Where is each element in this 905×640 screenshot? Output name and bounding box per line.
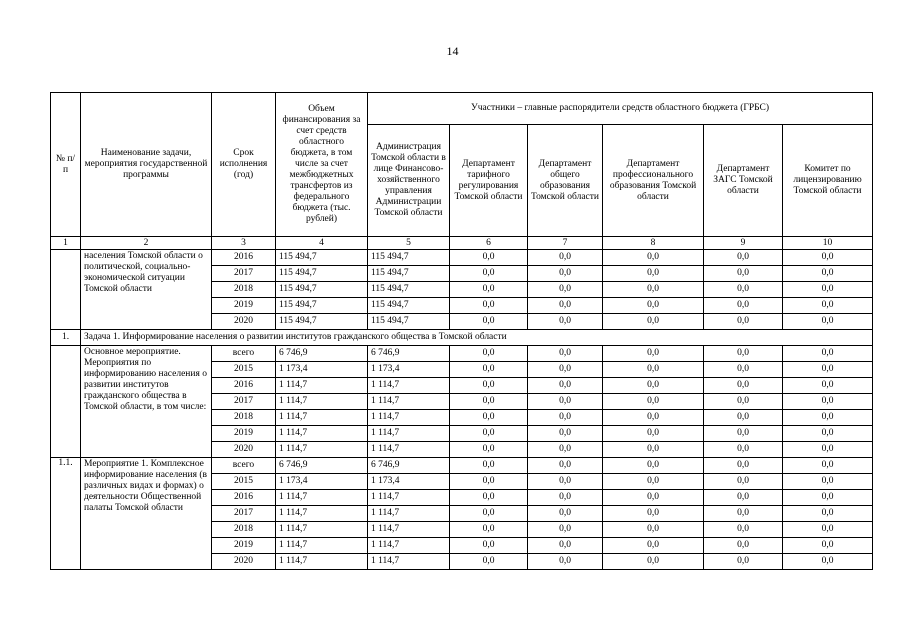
row-name: населения Томской области о политической, социально-экономической ситуации Томской области xyxy=(81,250,212,330)
header-participant: Комитет по лицензированию Томской области xyxy=(783,125,873,237)
financing-table xyxy=(50,92,873,570)
value-cell: 0,0 xyxy=(603,410,704,426)
total-cell: 1 173,4 xyxy=(276,362,368,378)
value-cell: 0,0 xyxy=(450,474,528,490)
value-cell: 6 746,9 xyxy=(368,458,450,474)
header-num: № п/п xyxy=(51,93,81,237)
value-cell: 0,0 xyxy=(704,378,783,394)
value-cell: 0,0 xyxy=(783,266,873,282)
value-cell: 0,0 xyxy=(603,506,704,522)
value-cell: 0,0 xyxy=(783,362,873,378)
value-cell: 6 746,9 xyxy=(368,346,450,362)
value-cell: 0,0 xyxy=(528,506,603,522)
value-cell: 0,0 xyxy=(528,410,603,426)
value-cell: 0,0 xyxy=(704,266,783,282)
value-cell: 0,0 xyxy=(603,346,704,362)
value-cell: 1 114,7 xyxy=(368,378,450,394)
value-cell: 0,0 xyxy=(603,298,704,314)
value-cell: 1 173,4 xyxy=(368,362,450,378)
value-cell: 0,0 xyxy=(528,554,603,570)
header-term: Срок исполнения (год) xyxy=(212,93,276,237)
value-cell: 0,0 xyxy=(450,538,528,554)
value-cell: 0,0 xyxy=(704,474,783,490)
header-name: Наименование задачи, мероприятия государственной программы xyxy=(81,93,212,237)
value-cell: 115 494,7 xyxy=(368,298,450,314)
value-cell: 0,0 xyxy=(603,378,704,394)
column-number: 6 xyxy=(450,237,528,250)
value-cell: 0,0 xyxy=(704,554,783,570)
total-cell: 1 114,7 xyxy=(276,410,368,426)
value-cell: 0,0 xyxy=(783,298,873,314)
value-cell: 0,0 xyxy=(528,346,603,362)
value-cell: 0,0 xyxy=(450,298,528,314)
total-cell: 115 494,7 xyxy=(276,298,368,314)
value-cell: 1 114,7 xyxy=(368,394,450,410)
year-cell: 2016 xyxy=(212,250,276,266)
year-cell: 2020 xyxy=(212,314,276,330)
value-cell: 0,0 xyxy=(783,250,873,266)
block-continued xyxy=(51,250,873,330)
value-cell: 0,0 xyxy=(783,410,873,426)
value-cell: 0,0 xyxy=(450,250,528,266)
value-cell: 0,0 xyxy=(450,442,528,458)
value-cell: 0,0 xyxy=(528,362,603,378)
column-number: 7 xyxy=(528,237,603,250)
total-cell: 1 173,4 xyxy=(276,474,368,490)
year-cell: 2017 xyxy=(212,394,276,410)
value-cell: 1 173,4 xyxy=(368,474,450,490)
year-cell: 2018 xyxy=(212,282,276,298)
header-participants: Участники – главные распорядители средств областного бюджета (ГРБС) xyxy=(368,93,873,125)
header-participant: Администрация Томской области в лице Финансово-хозяйственного управления Администрации Томской области xyxy=(368,125,450,237)
value-cell: 0,0 xyxy=(704,394,783,410)
task-row xyxy=(51,330,873,346)
total-cell: 1 114,7 xyxy=(276,522,368,538)
year-cell: 2020 xyxy=(212,442,276,458)
total-cell: 1 114,7 xyxy=(276,378,368,394)
header-participant: Департамент общего образования Томской области xyxy=(528,125,603,237)
total-cell: 1 114,7 xyxy=(276,442,368,458)
value-cell: 0,0 xyxy=(704,250,783,266)
total-cell: 1 114,7 xyxy=(276,506,368,522)
value-cell: 0,0 xyxy=(528,442,603,458)
value-cell: 0,0 xyxy=(450,426,528,442)
value-cell: 0,0 xyxy=(783,522,873,538)
column-number: 5 xyxy=(368,237,450,250)
total-cell: 6 746,9 xyxy=(276,458,368,474)
value-cell: 0,0 xyxy=(450,458,528,474)
value-cell: 0,0 xyxy=(783,442,873,458)
value-cell: 0,0 xyxy=(603,362,704,378)
value-cell: 115 494,7 xyxy=(368,266,450,282)
year-cell: 2017 xyxy=(212,266,276,282)
value-cell: 0,0 xyxy=(783,346,873,362)
value-cell: 1 114,7 xyxy=(368,522,450,538)
value-cell: 0,0 xyxy=(450,394,528,410)
value-cell: 0,0 xyxy=(603,314,704,330)
header-volume: Объем финансирования за счет средств областного бюджета, в том числе за счет межбюджетных трансфертов из федерального бюджета (тыс. рублей) xyxy=(276,93,368,237)
task-title: Задача 1. Информирование населения о развитии институтов гражданского общества в Томской области xyxy=(81,330,873,346)
value-cell: 0,0 xyxy=(783,394,873,410)
value-cell: 0,0 xyxy=(450,490,528,506)
value-cell: 0,0 xyxy=(783,378,873,394)
value-cell: 0,0 xyxy=(528,538,603,554)
value-cell: 0,0 xyxy=(603,442,704,458)
header-participant: Департамент ЗАГС Томской области xyxy=(704,125,783,237)
value-cell: 0,0 xyxy=(450,554,528,570)
value-cell: 1 114,7 xyxy=(368,426,450,442)
table-row xyxy=(51,250,873,266)
year-cell: 2018 xyxy=(212,522,276,538)
column-numbers-row xyxy=(51,237,873,250)
value-cell: 0,0 xyxy=(528,298,603,314)
page-number: 14 xyxy=(446,44,459,58)
task-number: 1. xyxy=(51,330,81,346)
total-cell: 1 114,7 xyxy=(276,554,368,570)
value-cell: 115 494,7 xyxy=(368,314,450,330)
value-cell: 0,0 xyxy=(783,426,873,442)
value-cell: 0,0 xyxy=(783,490,873,506)
value-cell: 0,0 xyxy=(450,266,528,282)
value-cell: 0,0 xyxy=(783,474,873,490)
value-cell: 0,0 xyxy=(528,266,603,282)
year-cell: 2016 xyxy=(212,490,276,506)
column-number: 3 xyxy=(212,237,276,250)
year-cell: всего xyxy=(212,458,276,474)
year-cell: 2017 xyxy=(212,506,276,522)
value-cell: 0,0 xyxy=(450,346,528,362)
value-cell: 0,0 xyxy=(704,410,783,426)
total-cell: 115 494,7 xyxy=(276,314,368,330)
value-cell: 0,0 xyxy=(528,378,603,394)
block-event-1 xyxy=(51,458,873,570)
value-cell: 0,0 xyxy=(704,458,783,474)
value-cell: 0,0 xyxy=(783,554,873,570)
year-cell: 2020 xyxy=(212,554,276,570)
value-cell: 0,0 xyxy=(528,458,603,474)
value-cell: 0,0 xyxy=(704,298,783,314)
value-cell: 0,0 xyxy=(450,378,528,394)
total-cell: 1 114,7 xyxy=(276,538,368,554)
total-cell: 1 114,7 xyxy=(276,426,368,442)
total-cell: 115 494,7 xyxy=(276,266,368,282)
value-cell: 0,0 xyxy=(704,490,783,506)
value-cell: 0,0 xyxy=(704,426,783,442)
table-row xyxy=(51,458,873,474)
value-cell: 0,0 xyxy=(603,426,704,442)
value-cell: 0,0 xyxy=(603,554,704,570)
value-cell: 0,0 xyxy=(528,474,603,490)
value-cell: 0,0 xyxy=(603,490,704,506)
row-name: Мероприятие 1. Комплексное информирование населения (в различных видах и формах) о деятельности Общественной палаты Томской области xyxy=(81,458,212,570)
value-cell: 0,0 xyxy=(603,250,704,266)
year-cell: 2015 xyxy=(212,362,276,378)
value-cell: 1 114,7 xyxy=(368,538,450,554)
value-cell: 0,0 xyxy=(528,394,603,410)
value-cell: 0,0 xyxy=(603,474,704,490)
value-cell: 115 494,7 xyxy=(368,250,450,266)
total-cell: 115 494,7 xyxy=(276,282,368,298)
value-cell: 0,0 xyxy=(704,314,783,330)
value-cell: 0,0 xyxy=(783,506,873,522)
value-cell: 0,0 xyxy=(450,410,528,426)
value-cell: 0,0 xyxy=(603,522,704,538)
year-cell: 2018 xyxy=(212,410,276,426)
value-cell: 0,0 xyxy=(783,282,873,298)
value-cell: 0,0 xyxy=(603,282,704,298)
value-cell: 0,0 xyxy=(528,490,603,506)
total-cell: 1 114,7 xyxy=(276,490,368,506)
year-cell: 2019 xyxy=(212,426,276,442)
value-cell: 0,0 xyxy=(450,506,528,522)
year-cell: 2016 xyxy=(212,378,276,394)
value-cell: 1 114,7 xyxy=(368,410,450,426)
value-cell: 0,0 xyxy=(704,506,783,522)
year-cell: 2015 xyxy=(212,474,276,490)
value-cell: 0,0 xyxy=(783,538,873,554)
column-number: 8 xyxy=(603,237,704,250)
row-name: Основное мероприятие. Мероприятия по информированию населения о развитии институтов гражданского общества в Томской области, в том числе: xyxy=(81,346,212,458)
value-cell: 0,0 xyxy=(783,314,873,330)
value-cell: 0,0 xyxy=(704,442,783,458)
block-main-event xyxy=(51,346,873,458)
value-cell: 1 114,7 xyxy=(368,442,450,458)
value-cell: 0,0 xyxy=(450,362,528,378)
value-cell: 0,0 xyxy=(450,522,528,538)
value-cell: 0,0 xyxy=(528,314,603,330)
value-cell: 0,0 xyxy=(704,362,783,378)
table-row xyxy=(51,346,873,362)
year-cell: 2019 xyxy=(212,538,276,554)
value-cell: 0,0 xyxy=(704,538,783,554)
value-cell: 1 114,7 xyxy=(368,490,450,506)
row-number xyxy=(51,346,81,458)
value-cell: 115 494,7 xyxy=(368,282,450,298)
value-cell: 0,0 xyxy=(603,266,704,282)
value-cell: 0,0 xyxy=(450,282,528,298)
header-participant: Департамент профессионального образования Томской области xyxy=(603,125,704,237)
row-number xyxy=(51,250,81,330)
value-cell: 0,0 xyxy=(528,282,603,298)
year-cell: 2019 xyxy=(212,298,276,314)
total-cell: 115 494,7 xyxy=(276,250,368,266)
value-cell: 0,0 xyxy=(528,522,603,538)
value-cell: 1 114,7 xyxy=(368,554,450,570)
total-cell: 1 114,7 xyxy=(276,394,368,410)
header-participant: Департамент тарифного регулирования Томской области xyxy=(450,125,528,237)
column-number: 1 xyxy=(51,237,81,250)
total-cell: 6 746,9 xyxy=(276,346,368,362)
value-cell: 0,0 xyxy=(704,346,783,362)
value-cell: 0,0 xyxy=(450,314,528,330)
value-cell: 1 114,7 xyxy=(368,506,450,522)
column-number: 9 xyxy=(704,237,783,250)
value-cell: 0,0 xyxy=(528,426,603,442)
column-number: 4 xyxy=(276,237,368,250)
column-number: 10 xyxy=(783,237,873,250)
value-cell: 0,0 xyxy=(704,282,783,298)
value-cell: 0,0 xyxy=(783,458,873,474)
row-number: 1.1. xyxy=(51,458,81,570)
value-cell: 0,0 xyxy=(603,394,704,410)
value-cell: 0,0 xyxy=(704,522,783,538)
year-cell: всего xyxy=(212,346,276,362)
column-number: 2 xyxy=(81,237,212,250)
value-cell: 0,0 xyxy=(603,458,704,474)
value-cell: 0,0 xyxy=(528,250,603,266)
value-cell: 0,0 xyxy=(603,538,704,554)
